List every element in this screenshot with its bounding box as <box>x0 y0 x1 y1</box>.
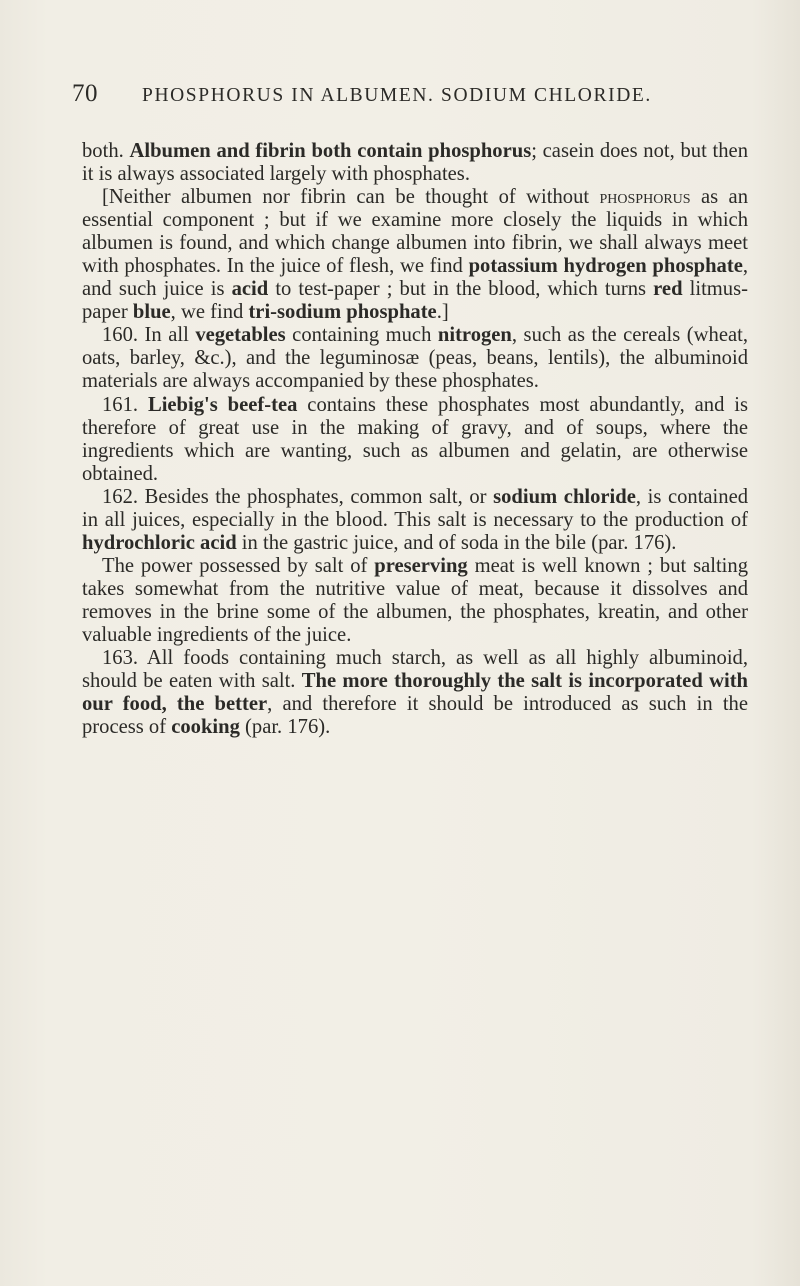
bold-term: potassium hydrogen phosphate <box>468 255 743 278</box>
bold-term: Albumen and fibrin both contain phosphorus <box>129 140 532 162</box>
text-run: , we find <box>170 301 249 324</box>
text-run: as an essential component ; but if we examine more closely the liquids in which albumen is found, and which change albumen into fibrin, we shall always meet with phosphates. In the juice of flesh, we find <box>82 186 748 278</box>
text-run: , such as the cereals (wheat, oats, barley, &c.), and the leguminosæ (peas, beans, lentils), the albuminoid materials are always accompanied by these phosphates. <box>82 324 748 393</box>
bold-term: Liebig's beef-tea <box>147 393 298 416</box>
bold-term: blue <box>132 301 171 324</box>
text-run: containing much <box>285 324 438 347</box>
paragraph-salt-preserving <box>82 555 748 647</box>
bold-term: nitrogen <box>437 324 512 347</box>
bold-term: red <box>653 278 683 301</box>
paragraph-1 <box>82 140 748 186</box>
running-title: PHOSPHORUS IN ALBUMEN. SODIUM CHLORIDE. <box>142 85 652 106</box>
bold-term: preserving <box>374 554 468 577</box>
text-run: , and therefore it should be introduced as such in the process of <box>82 693 748 739</box>
text-run: .] <box>436 301 449 324</box>
text-run: 161. <box>102 393 148 416</box>
text-run: 162. Besides the phosphates, common salt, or <box>102 485 494 508</box>
bold-term: acid <box>231 278 269 301</box>
text-run: to test-paper ; but in the blood, which turns <box>268 278 654 301</box>
bold-term: vegetables <box>195 324 286 347</box>
text-run: 160. In all <box>102 324 196 347</box>
body-text <box>82 140 748 739</box>
small-caps-term: phosphorus <box>599 186 691 209</box>
text-run: both. <box>82 140 130 162</box>
bold-term: hydrochloric acid <box>82 531 237 554</box>
paragraph-160 <box>82 324 748 393</box>
bold-term: tri-sodium phosphate <box>248 301 437 324</box>
page-header <box>72 80 752 114</box>
bold-term: cooking <box>171 716 240 739</box>
text-run: contains these phosphates most abundantly, and is therefore of great use in the making of gravy, and of soups, where the ingredients which are wanting, such as albumen and gelatin, are otherwise obtained. <box>82 393 749 485</box>
paragraph-2 <box>82 186 748 324</box>
text-run: The power possessed by salt of <box>102 554 375 577</box>
bold-term: The more thoroughly the salt is incorporated with our food, the better <box>82 670 749 716</box>
text-run: , is contained in all juices, especially in the blood. This salt is necessary to the production of <box>82 485 749 531</box>
text-run: in the gastric juice, and of soda in the bile (par. 176). <box>236 531 677 554</box>
text-run: [Neither albumen nor fibrin can be thought of without <box>102 186 600 209</box>
text-run: meat is well known ; but salting takes somewhat from the nutritive value of meat, because it dissolves and removes in the brine some of the albumen, the phosphates, kreatin, and other valuable ingredients of the juice. <box>82 554 748 646</box>
text-run: ; casein does not, but then it is always associated largely with phosphates. <box>82 140 748 186</box>
paragraph-163 <box>82 647 748 739</box>
bold-term: sodium chloride <box>493 485 636 508</box>
text-run: 163. All foods containing much starch, as well as all highly albuminoid, should be eaten with salt. <box>82 647 748 693</box>
text-run: (par. 176). <box>239 716 331 739</box>
page-number: 70 <box>72 80 98 107</box>
paragraph-161 <box>82 394 748 486</box>
paragraph-162 <box>82 486 748 555</box>
text-run: , and such juice is <box>82 255 749 301</box>
text-run: litmus-paper <box>82 278 748 324</box>
